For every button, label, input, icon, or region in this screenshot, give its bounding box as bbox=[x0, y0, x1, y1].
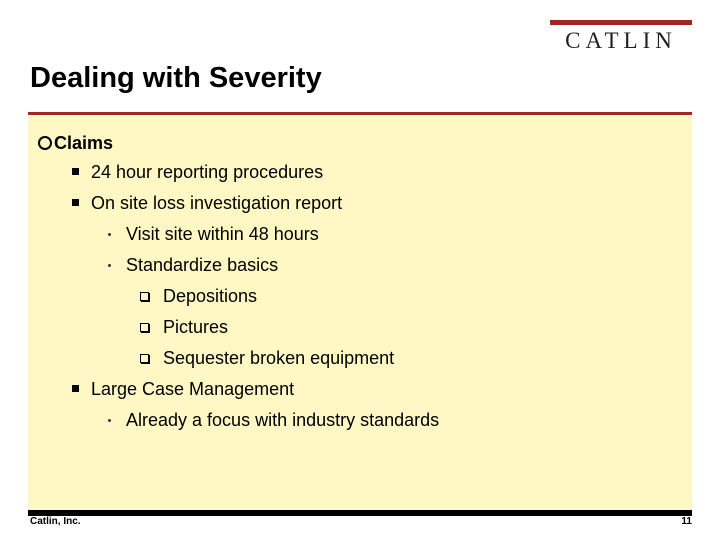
slide-title: Dealing with Severity bbox=[30, 62, 322, 94]
title-rule bbox=[28, 112, 692, 115]
bullet-pictures bbox=[140, 316, 228, 338]
bullet-standardize bbox=[108, 254, 278, 276]
dot-bullet-icon bbox=[108, 264, 111, 267]
square-bullet-icon bbox=[72, 199, 79, 206]
bullet-text: 24 hour reporting procedures bbox=[91, 162, 324, 182]
square-bullet-icon bbox=[72, 385, 79, 392]
bullet-large-case bbox=[72, 378, 294, 400]
bullet-sequester bbox=[140, 347, 394, 369]
bullet-text: Claims bbox=[54, 133, 114, 153]
dot-bullet-icon bbox=[108, 233, 111, 236]
footer-company: Catlin, Inc. bbox=[30, 516, 81, 527]
bullet-text: Visit site within 48 hours bbox=[126, 224, 319, 244]
dot-bullet-icon bbox=[108, 419, 111, 422]
logo-bar bbox=[550, 20, 692, 25]
square-bullet-icon bbox=[72, 168, 79, 175]
bullet-industry-standards bbox=[108, 409, 439, 431]
circle-bullet-icon bbox=[38, 136, 52, 150]
bullet-reporting bbox=[72, 161, 323, 183]
bullet-claims bbox=[40, 132, 113, 154]
bullet-loss-investigation bbox=[72, 192, 342, 214]
bullet-text: Large Case Management bbox=[91, 379, 295, 399]
catlin-logo bbox=[548, 20, 694, 56]
bullet-text: Sequester broken equipment bbox=[163, 348, 395, 368]
page-number: 11 bbox=[681, 516, 692, 527]
bullet-text: Depositions bbox=[163, 286, 258, 306]
bullet-text: Pictures bbox=[163, 317, 229, 337]
box-bullet-icon bbox=[140, 354, 149, 363]
bullet-text: Already a focus with industry standards bbox=[126, 410, 440, 430]
bullet-depositions bbox=[140, 285, 257, 307]
box-bullet-icon bbox=[140, 292, 149, 301]
logo-text: CATLIN bbox=[565, 28, 677, 53]
bullet-text: Standardize basics bbox=[126, 255, 279, 275]
box-bullet-icon bbox=[140, 323, 149, 332]
bullet-text: On site loss investigation report bbox=[91, 193, 343, 213]
bullet-visit-site bbox=[108, 223, 319, 245]
bottom-rule bbox=[28, 510, 692, 516]
